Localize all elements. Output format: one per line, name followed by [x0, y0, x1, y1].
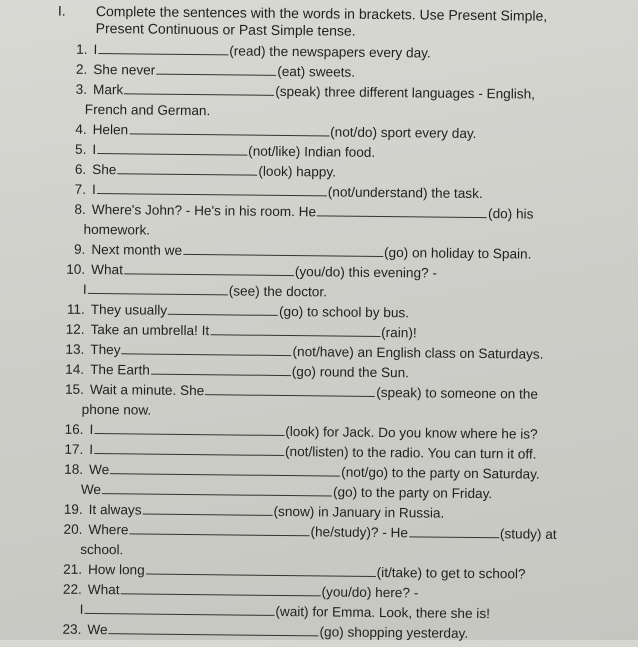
- answer-blank[interactable]: [124, 260, 294, 276]
- sentence-text: (speak) to someone on the: [376, 384, 539, 402]
- sentence-text: Next month we: [91, 241, 183, 258]
- sentence-text: I: [79, 601, 84, 617]
- sentence-text: Mark: [92, 81, 124, 98]
- sentence-text: We: [87, 621, 108, 638]
- item-number: 14.: [65, 361, 85, 377]
- answer-blank[interactable]: [317, 202, 487, 218]
- sentence-text: Take an umbrella! It: [90, 321, 210, 339]
- item-number: 2.: [75, 61, 88, 77]
- sentence-text: French and German.: [84, 101, 211, 119]
- sentence-text: homework.: [83, 221, 151, 238]
- item-number: 12.: [65, 321, 85, 337]
- item-number: 15.: [64, 381, 85, 397]
- answer-blank[interactable]: [129, 520, 309, 536]
- answer-blank[interactable]: [205, 381, 375, 397]
- sentence-text: (not/do) sport every day.: [330, 124, 477, 141]
- list-item: [57, 80, 617, 126]
- answer-blank[interactable]: [210, 321, 380, 337]
- answer-blank[interactable]: [156, 61, 276, 76]
- sentence-text: Helen: [92, 121, 129, 138]
- sentence-text: It always: [88, 501, 142, 518]
- sentence-text: (he/study)? - He: [310, 524, 409, 541]
- sentence-text: (read) the newspapers every day.: [229, 43, 431, 61]
- item-number: 16.: [64, 421, 84, 437]
- sentence-text: (not/understand) the task.: [327, 184, 483, 202]
- answer-blank[interactable]: [122, 340, 292, 356]
- list-item: [52, 580, 612, 626]
- sentence-text: Where: [88, 521, 129, 538]
- answer-blank[interactable]: [183, 241, 383, 257]
- sentence-text: They: [90, 341, 121, 358]
- list-item: [55, 260, 615, 306]
- answer-blank[interactable]: [129, 120, 329, 136]
- sentence-text: Wait a minute. She: [89, 381, 205, 399]
- item-number: 8.: [74, 201, 86, 217]
- exercise-number: I.: [57, 2, 66, 19]
- exercise-instruction: Complete the sentences with the words in brackets. Use Present Simple, Present Continuous or Past Simple tense.: [95, 3, 548, 39]
- item-number: 13.: [65, 341, 85, 357]
- sentence-text: (go) round the Sun.: [291, 364, 410, 381]
- list-item: [52, 520, 612, 566]
- answer-blank[interactable]: [88, 280, 228, 295]
- answer-blank[interactable]: [102, 480, 332, 496]
- answer-blank[interactable]: [146, 561, 376, 577]
- sentence-text: (look) for Jack. Do you know where he is?: [285, 424, 538, 442]
- sentence-text: They usually: [90, 301, 168, 318]
- sentence-text: The Earth: [90, 361, 150, 378]
- answer-blank[interactable]: [97, 140, 247, 156]
- sentence-text: (it/take) to get to school?: [376, 564, 526, 582]
- answer-blank[interactable]: [110, 460, 340, 476]
- sentence-text: (you/do) this evening? -: [294, 264, 438, 281]
- sentence-text: (wait) for Emma. Look, there she is!: [275, 603, 491, 622]
- item-number: 3.: [75, 81, 88, 97]
- sentence-text: (not/go) to the party on Saturday.: [341, 464, 540, 482]
- item-number: 21.: [63, 561, 83, 577]
- answer-blank[interactable]: [117, 160, 257, 175]
- item-number: 18.: [64, 461, 84, 477]
- answer-blank[interactable]: [94, 440, 284, 456]
- list-item: [54, 380, 614, 426]
- sentence-text: I: [92, 141, 97, 158]
- item-number: 11.: [66, 301, 85, 317]
- sentence-text: What: [91, 261, 123, 278]
- sentence-text: (snow) in January in Russia.: [273, 503, 445, 521]
- sentence-text: (do) his: [488, 206, 534, 222]
- sentence-text: (go) to the party on Friday.: [332, 484, 493, 502]
- answer-blank[interactable]: [97, 180, 327, 196]
- sentence-text: (speak) three different languages - English,: [275, 83, 536, 102]
- item-number: 5.: [75, 141, 87, 157]
- sentence-text: Where's John? - He's in his room. He: [91, 201, 317, 220]
- list-item: [53, 460, 613, 506]
- answer-blank[interactable]: [124, 80, 274, 96]
- item-number: 9.: [73, 241, 86, 257]
- item-number: 4.: [75, 121, 87, 137]
- item-number: 17.: [64, 441, 84, 457]
- sentence-text: (not/listen) to the radio. You can turn it off.: [284, 444, 537, 462]
- answer-blank[interactable]: [98, 40, 228, 55]
- exercise-heading: [58, 3, 618, 43]
- item-number: 19.: [63, 501, 83, 517]
- sentence-text: I: [93, 41, 98, 58]
- sentence-text: I: [89, 421, 94, 438]
- sentence-text: (not/like) Indian food.: [248, 143, 376, 160]
- sentence-text: She: [92, 161, 117, 178]
- sentence-text: We: [89, 461, 110, 478]
- sentence-text: (you/do) here? -: [321, 584, 419, 601]
- answer-blank[interactable]: [168, 301, 278, 316]
- sentence-text: She never: [93, 61, 156, 78]
- answer-blank[interactable]: [109, 620, 319, 636]
- answer-blank[interactable]: [151, 361, 291, 376]
- item-number: 23.: [62, 621, 82, 637]
- sentence-text: (go) shopping yesterday.: [319, 624, 469, 641]
- answer-blank[interactable]: [143, 501, 273, 516]
- sentence-text: school.: [80, 541, 124, 558]
- sentence-text: We: [80, 481, 102, 498]
- sentence-text: I: [91, 181, 96, 198]
- answer-blank[interactable]: [84, 600, 274, 616]
- sentence-text: I: [89, 441, 94, 457]
- item-number: 22.: [62, 581, 82, 597]
- item-number: 1.: [76, 41, 88, 57]
- sentence-text: (rain)!: [381, 325, 417, 341]
- sentence-text: (not/have) an English class on Saturdays.: [292, 344, 544, 362]
- sentence-text: (go) to school by bus.: [278, 303, 410, 321]
- sentence-text: I: [82, 281, 87, 297]
- sentence-text: phone now.: [81, 401, 152, 418]
- answer-blank[interactable]: [409, 523, 499, 538]
- answer-blank[interactable]: [94, 420, 284, 436]
- sentence-text: (study) at: [499, 526, 557, 542]
- item-number: 6.: [74, 161, 87, 177]
- item-number: 20.: [63, 521, 83, 537]
- item-number: 10.: [66, 261, 86, 277]
- list-item: [55, 200, 615, 246]
- sentence-text: What: [87, 581, 120, 598]
- item-number: 7.: [74, 181, 87, 197]
- sentence-text: (see) the doctor.: [228, 283, 328, 300]
- sentence-text: (look) happy.: [258, 163, 337, 180]
- sentence-text: (eat) sweets.: [277, 63, 356, 80]
- answer-blank[interactable]: [121, 580, 321, 596]
- sentence-text: (go) on holiday to Spain.: [383, 245, 532, 262]
- sentence-text: How long: [87, 561, 145, 578]
